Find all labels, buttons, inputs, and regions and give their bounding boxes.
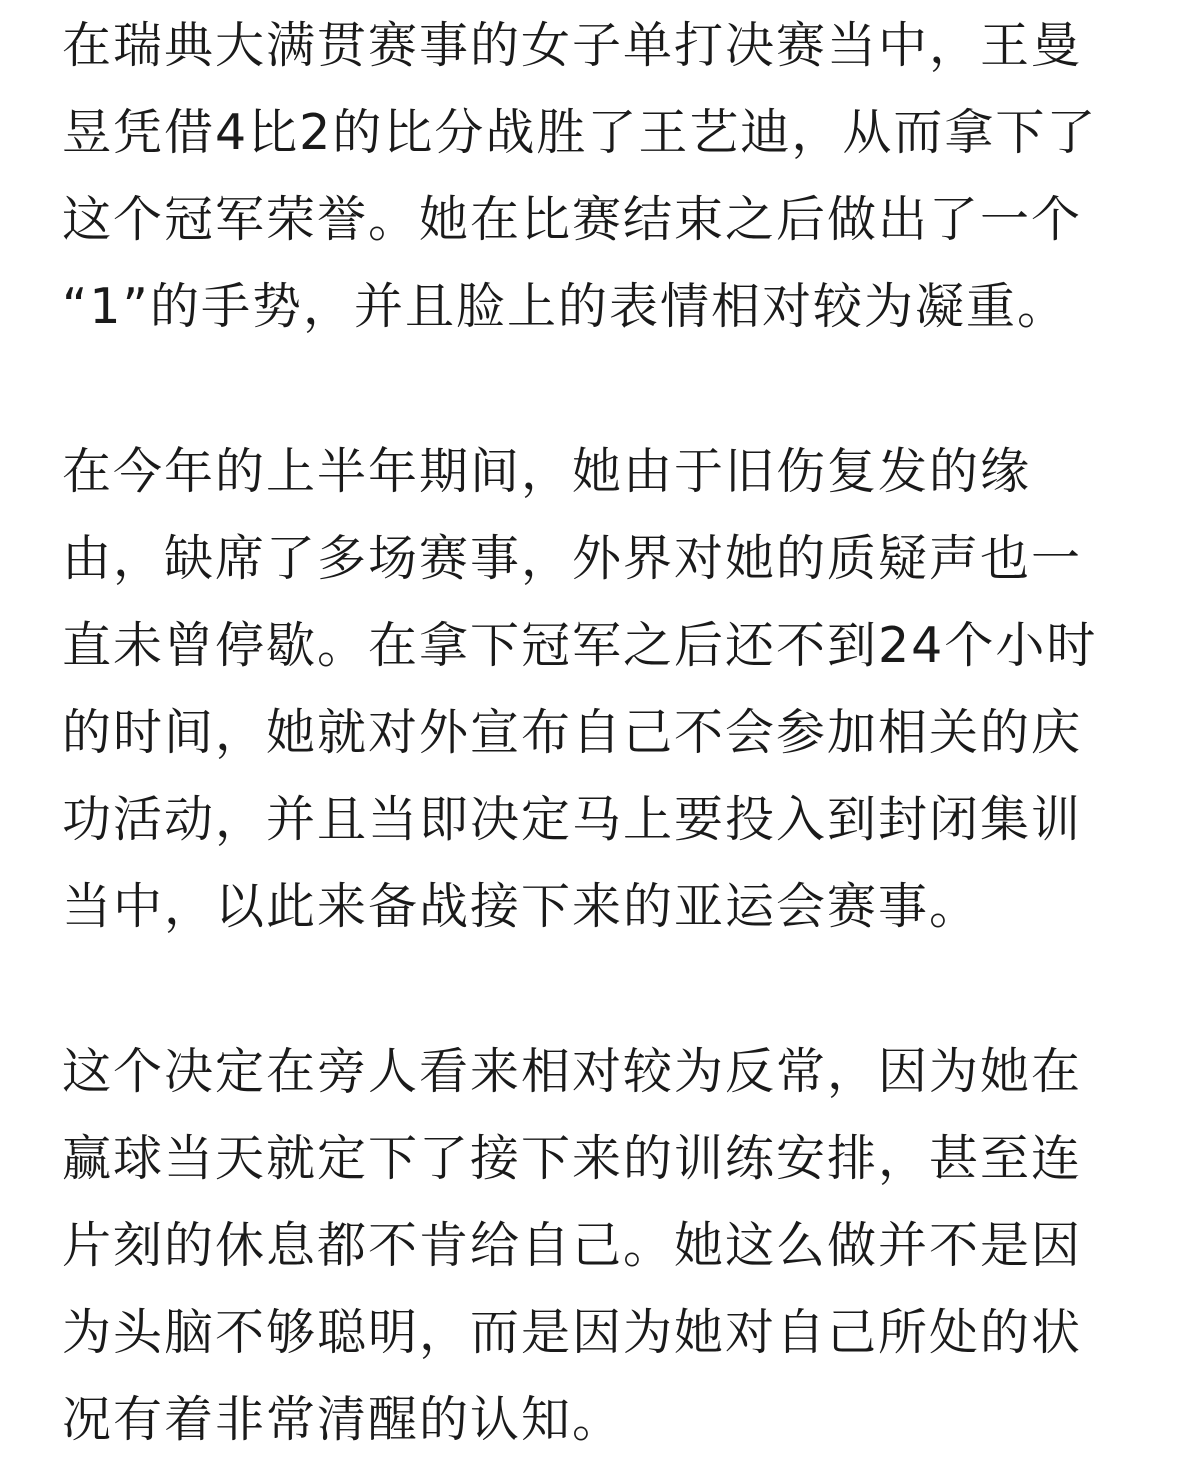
text-line: 昱凭借4比2的比分战胜了王艺迪，从而拿下了	[62, 104, 1098, 161]
text-line: 这个决定在旁人看来相对较为反常，因为她在	[62, 1043, 1083, 1100]
article-body	[62, 0, 1120, 1463]
text-line: 直未曾停歇。在拿下冠军之后还不到24个小时	[62, 617, 1098, 674]
paragraph-1	[62, 0, 1120, 350]
paragraph-3	[62, 1028, 1120, 1463]
text-line: 由，缺席了多场赛事，外界对她的质疑声也一	[62, 530, 1083, 587]
text-line: 功活动，并且当即决定马上要投入到封闭集训	[62, 791, 1083, 848]
text-line: 在瑞典大满贯赛事的女子单打决赛当中，王曼	[62, 17, 1083, 74]
text-line: 这个冠军荣誉。她在比赛结束之后做出了一个	[62, 191, 1083, 248]
text-line: 况有着非常清醒的认知。	[62, 1391, 624, 1448]
text-line: “1”的手势，并且脸上的表情相对较为凝重。	[62, 278, 1068, 335]
text-line: 在今年的上半年期间，她由于旧伤复发的缘	[62, 443, 1032, 500]
text-line: 赢球当天就定下了接下来的训练安排，甚至连	[62, 1130, 1083, 1187]
text-line: 的时间，她就对外宣布自己不会参加相关的庆	[62, 704, 1083, 761]
paragraph-2	[62, 428, 1120, 950]
text-line: 片刻的休息都不肯给自己。她这么做并不是因	[62, 1217, 1083, 1274]
text-line: 为头脑不够聪明，而是因为她对自己所处的状	[62, 1304, 1083, 1361]
text-line: 当中，以此来备战接下来的亚运会赛事。	[62, 878, 981, 935]
